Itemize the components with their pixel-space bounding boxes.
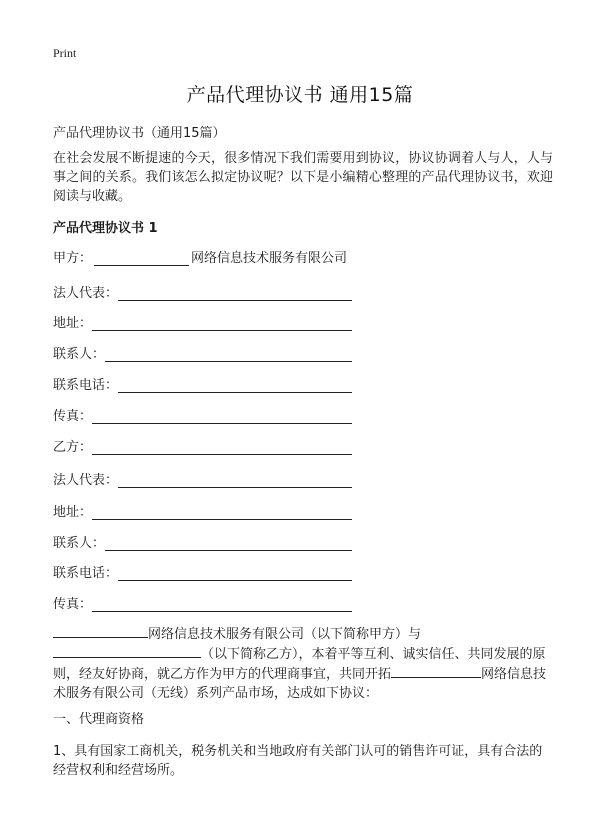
field-row [53, 312, 352, 331]
field-row [53, 501, 352, 520]
party-a-name: 网络信息技术服务有限公司 [191, 251, 348, 266]
field-blank [92, 440, 352, 455]
field-blank [118, 378, 352, 393]
party-a-row [53, 247, 347, 266]
field-row [53, 469, 352, 488]
field-label: 法人代表： [53, 473, 119, 488]
section-heading: 产品代理协议书 1 [53, 221, 158, 236]
field-blank [92, 409, 352, 424]
agreement-paragraph [53, 624, 553, 703]
agreement-text-a: 网络信息技术服务有限公司（以下简称甲方）与 [148, 627, 422, 642]
field-label: 联系电话： [53, 566, 119, 581]
field-row [53, 532, 352, 551]
print-label[interactable]: Print [53, 46, 77, 60]
field-row [53, 562, 352, 581]
field-row [53, 405, 352, 424]
party-a-label: 甲方： [53, 251, 93, 266]
blank-line [391, 664, 481, 678]
field-blank [92, 316, 352, 331]
field-label: 传真： [53, 597, 93, 612]
field-blank [105, 536, 352, 551]
field-label: 地址： [53, 316, 93, 331]
field-row [53, 282, 352, 301]
field-label: 联系人： [53, 536, 106, 551]
blank-line [53, 644, 201, 658]
agreement-text-c: 网络信息技术服务有限公司（无线）系列产品市场，达成如下协议： [53, 667, 547, 701]
agreement-text-b: （以下简称乙方），本着平等互利、诚实信任、共同发展的原则，经友好协商，就乙方作为甲方的代理商事宜，共同开拓 [53, 647, 546, 682]
blank-line [53, 624, 148, 638]
page-title: 产品代理协议书 通用15篇 [186, 84, 414, 106]
field-blank [92, 505, 352, 520]
intro-paragraph: 在社会发展不断提速的今天，很多情况下我们需要用到协议，协议协调着人与人，人与事之间的关系。我们该怎么拟定协议呢？以下是小编精心整理的产品代理协议书，欢迎阅读与收藏。 [53, 151, 553, 204]
field-label: 乙方： [53, 440, 93, 455]
clause-heading: 一、代理商资格 [53, 712, 145, 727]
subtitle: 产品代理协议书（通用15篇） [53, 126, 226, 141]
field-label: 联系人： [53, 347, 106, 362]
field-blank [118, 286, 352, 301]
field-label: 传真： [53, 409, 93, 424]
field-label: 地址： [53, 505, 93, 520]
field-blank [118, 473, 352, 488]
field-row [53, 593, 352, 612]
field-label: 联系电话： [53, 378, 119, 393]
field-row [53, 374, 352, 393]
field-label: 法人代表： [53, 286, 119, 301]
field-row [53, 343, 352, 362]
field-blank [105, 347, 352, 362]
party-a-blank [94, 251, 189, 266]
field-blank [92, 597, 352, 612]
clause-item: 1、具有国家工商机关，税务机关和当地政府有关部门认可的销售许可证，具有合法的经营权利和经营场所。 [53, 744, 543, 778]
field-row [53, 436, 352, 455]
field-blank [118, 566, 352, 581]
